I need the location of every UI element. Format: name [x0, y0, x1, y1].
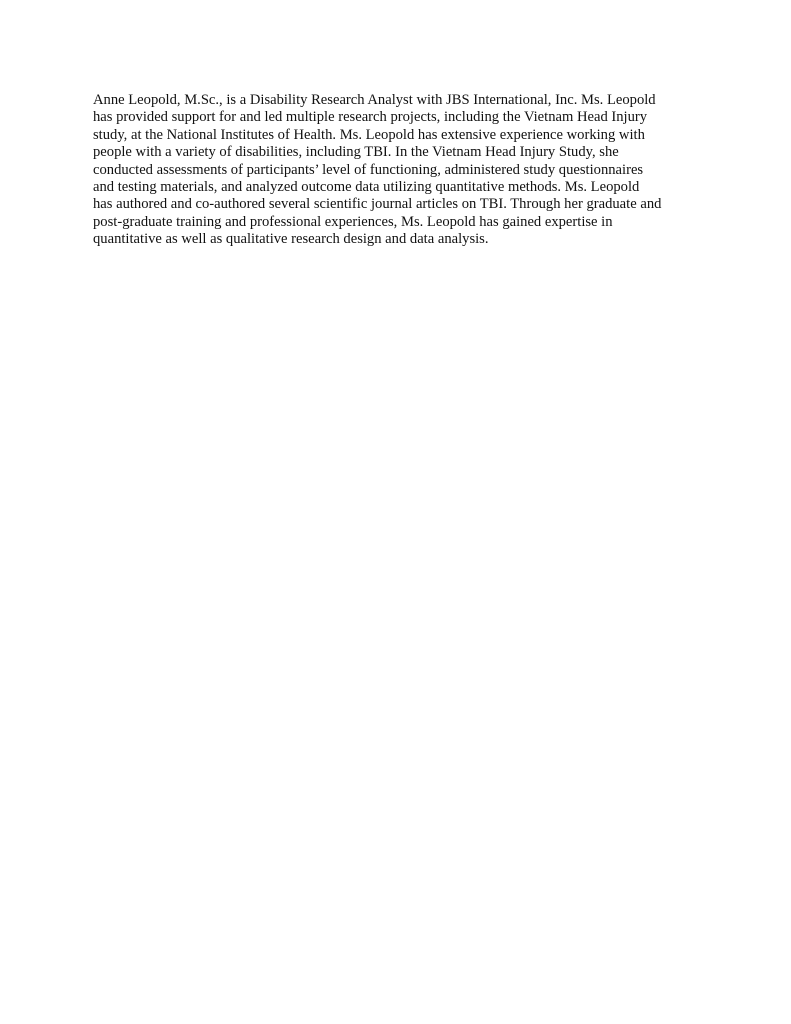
bio-line: Anne Leopold, M.Sc., is a Disability Research Analyst with JBS International, Inc. Ms. Leopold: [93, 92, 656, 108]
bio-line: post-graduate training and professional experiences, Ms. Leopold has gained expertise in: [93, 213, 613, 230]
bio-line: study, at the National Institutes of Health. Ms. Leopold has extensive experience working with: [93, 126, 645, 143]
bio-line: has provided support for and led multiple research projects, including the Vietnam Head Injury: [93, 109, 648, 126]
bio-paragraph: [93, 92, 713, 249]
bio-line: has authored and co-authored several scientific journal articles on TBI. Through her graduate and: [93, 196, 662, 213]
bio-line: and testing materials, and analyzed outcome data utilizing quantitative methods. Ms. Leopold: [93, 179, 640, 196]
bio-line: people with a variety of disabilities, including TBI. In the Vietnam Head Injury Study, she: [93, 144, 619, 161]
bio-line: quantitative as well as qualitative research design and data analysis.: [93, 231, 489, 248]
bio-line: conducted assessments of participants’ level of functioning, administered study questionnaires: [93, 161, 644, 178]
